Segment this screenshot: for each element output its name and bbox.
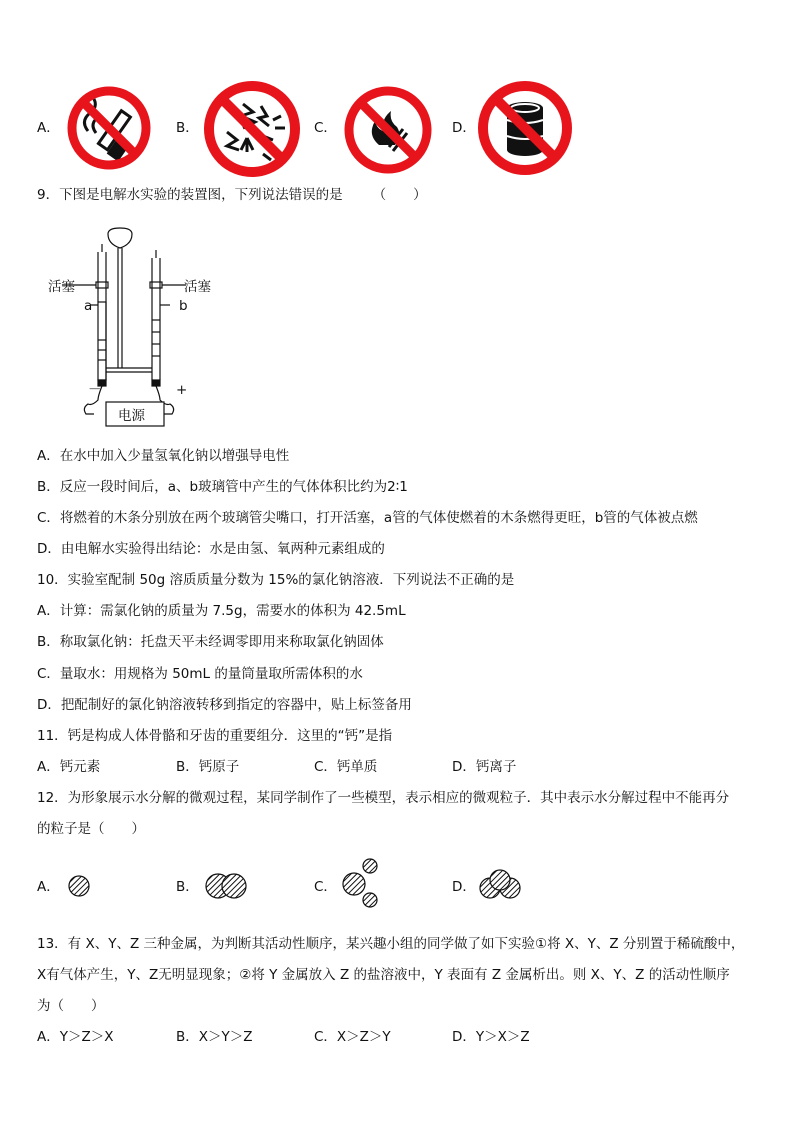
q9-option-b[interactable]: B．反应一段时间后，a、b玻璃管中产生的气体体积比约为2∶1	[37, 479, 408, 495]
q8-option-a-letter[interactable]: A．	[37, 120, 60, 136]
q9-option-d[interactable]: D．由电解水实验得出结论：水是由氢、氧两种元素组成的	[37, 541, 385, 557]
q9-answer-blank[interactable]: （ ）	[372, 187, 427, 203]
q12-stem-line-1: 12．为形象展示水分解的微观过程，某同学制作了一些模型，表示相应的微观粒子．其中表示水分解过程中不能再分	[37, 790, 730, 806]
q11-option-c[interactable]: C．钙单质	[314, 759, 378, 775]
single-atom-model-icon[interactable]	[66, 874, 92, 898]
q12-option-d-letter[interactable]: D．	[452, 879, 476, 895]
q8-option-b-letter[interactable]: B．	[176, 120, 199, 136]
valve-right-label: 活塞	[184, 279, 211, 295]
q13-option-b[interactable]: B．X＞Y＞Z	[176, 1029, 253, 1045]
q11-option-a[interactable]: A．钙元素	[37, 759, 101, 775]
q10-option-b[interactable]: B．称取氯化钠：托盘天平未经调零即用来称取氯化钠固体	[37, 634, 384, 650]
no-open-flame-icon[interactable]	[343, 85, 433, 175]
q12-stem-line-2: 的粒子是（ ）	[37, 821, 145, 837]
electrolysis-apparatus-drawing	[40, 220, 200, 432]
q13-stem-line-1: 13．有 X、Y、Z 三种金属，为判断其活动性顺序，某兴趣小组的同学做了如下实验①将 X、Y、Z 分别置于稀硫酸中，	[37, 936, 745, 952]
q13-stem-line-2: X有气体产生，Y、Z无明显现象；②将 Y 金属放入 Z 的盐溶液中，Y 表面有 Z 金属析出。则 X、Y、Z 的活动性顺序	[37, 967, 730, 983]
q11-option-b[interactable]: B．钙原子	[176, 759, 240, 775]
q9-stem-text: 9．下图是电解水实验的装置图，下列说法错误的是	[37, 187, 343, 203]
q12-option-b-letter[interactable]: B．	[176, 879, 199, 895]
q8-option-c-letter[interactable]: C．	[314, 120, 337, 136]
tube-a-label: a	[84, 298, 93, 314]
valve-left-label: 活塞	[48, 279, 75, 295]
q10-option-d[interactable]: D．把配制好的氯化钠溶液转移到指定的容器中，贴上标签备用	[37, 697, 412, 713]
no-fuel-barrel-icon[interactable]	[477, 80, 573, 176]
q8-option-d-letter[interactable]: D．	[452, 120, 476, 136]
q11-option-d[interactable]: D．钙离子	[452, 759, 517, 775]
diatomic-molecule-model-icon[interactable]	[204, 872, 248, 900]
power-source-label: 电源	[118, 408, 145, 424]
q10-option-a[interactable]: A．计算：需氯化钠的质量为 7.5g，需要水的体积为 42.5mL	[37, 603, 406, 619]
q9-option-c[interactable]: C．将燃着的木条分别放在两个玻璃管尖嘴口，打开活塞，a管的气体使燃着的木条燃得更旺，b管的气体被点燃	[37, 510, 698, 526]
q13-option-a[interactable]: A．Y＞Z＞X	[37, 1029, 114, 1045]
negative-terminal-label: －	[88, 382, 102, 398]
q9-option-a[interactable]: A．在水中加入少量氢氧化钠以增强导电性	[37, 448, 290, 464]
q11-stem: 11．钙是构成人体骨骼和牙齿的重要组分．这里的“钙”是指	[37, 728, 393, 744]
q12-option-c-letter[interactable]: C．	[314, 879, 337, 895]
no-fireworks-icon[interactable]	[203, 80, 301, 178]
q9-stem	[37, 185, 427, 205]
triatomic-cluster-model-icon[interactable]	[478, 866, 522, 902]
no-smoking-icon[interactable]	[66, 85, 152, 171]
water-molecule-model-icon[interactable]	[340, 856, 384, 910]
q13-stem-line-3: 为（ ）	[37, 998, 105, 1014]
tube-b-label: b	[179, 298, 188, 314]
q10-option-c[interactable]: C．量取水：用规格为 50mL 的量筒量取所需体积的水	[37, 666, 363, 682]
q13-option-c[interactable]: C．X＞Z＞Y	[314, 1029, 391, 1045]
q12-option-a-letter[interactable]: A．	[37, 879, 60, 895]
q13-option-d[interactable]: D．Y＞X＞Z	[452, 1029, 530, 1045]
positive-terminal-label: +	[176, 382, 188, 398]
q10-stem: 10．实验室配制 50g 溶质质量分数为 15%的氯化钠溶液．下列说法不正确的是	[37, 572, 515, 588]
